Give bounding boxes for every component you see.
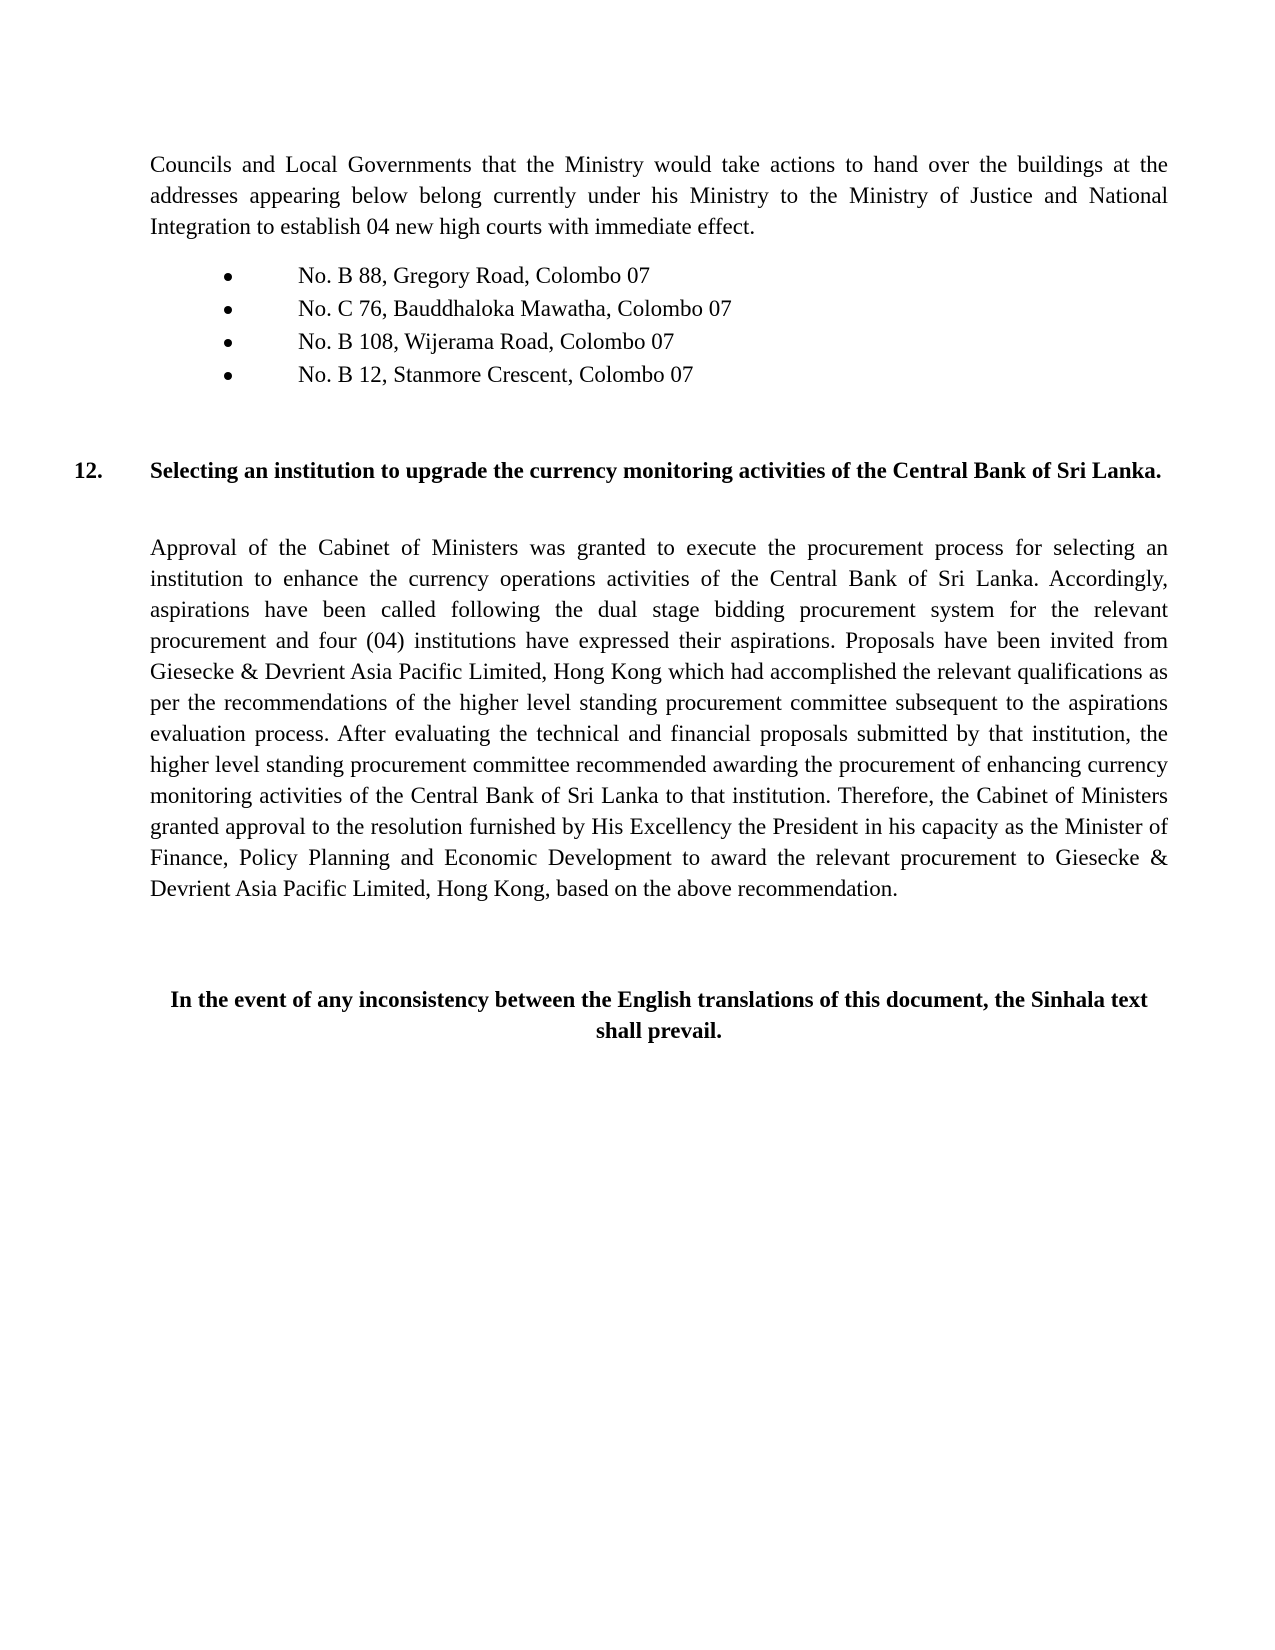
address-text: No. B 108, Wijerama Road, Colombo 07 [298,329,675,354]
address-text: No. B 88, Gregory Road, Colombo 07 [298,263,651,288]
address-item [0,294,1275,327]
address-text: No. B 12, Stanmore Crescent, Colombo 07 [298,362,694,387]
address-item [0,261,1275,294]
section-body: Approval of the Cabinet of Ministers was granted to execute the procurement process for selecting an institution to enhance the currency operations activities of the Central Bank of Sri Lanka. Accordingly, aspirations have been called following the dual stage bidding procurement system for the relevant procurement and four (04) institutions have expressed their aspirations. Proposals have been invited from Giesecke & Devrient Asia Pacific Limited, Hong Kong which had accomplished the relevant qualifications as per the recommendations of the higher level standing procurement committee subsequent to the aspirations evaluation process. After evaluating the technical and financial proposals submitted by that institution, the higher level standing procurement committee recommended awarding the procurement of enhancing currency monitoring activities of the Central Bank of Sri Lanka to that institution. Therefore, the Cabinet of Ministers granted approval to the resolution furnished by His Excellency the President in his capacity as the Minister of Finance, Policy Planning and Economic Development to award the relevant procurement to Giesecke & Devrient Asia Pacific Limited, Hong Kong, based on the above recommendation. [150,535,1168,901]
bullet-icon [224,273,232,281]
bullet-icon [224,306,232,314]
section-title: Selecting an institution to upgrade the currency monitoring activities of the Central Bank of Sri Lanka. [150,458,1162,483]
bullet-icon [224,372,232,380]
address-item [0,327,1275,360]
bullet-icon [224,339,232,347]
intro-paragraph: Councils and Local Governments that the Ministry would take actions to hand over the buildings at the addresses appearing below belong currently under his Ministry to the Ministry of Justice and National Integration to establish 04 new high courts with immediate effect. [150,152,1168,239]
address-list [0,261,1275,393]
address-item [0,360,1275,393]
address-text: No. C 76, Bauddhaloka Mawatha, Colombo 07 [298,296,732,321]
section-number: 12. [74,458,103,483]
footer-note: In the event of any inconsistency between the English translations of this document, the Sinhala text shall prevail. [170,987,1148,1043]
